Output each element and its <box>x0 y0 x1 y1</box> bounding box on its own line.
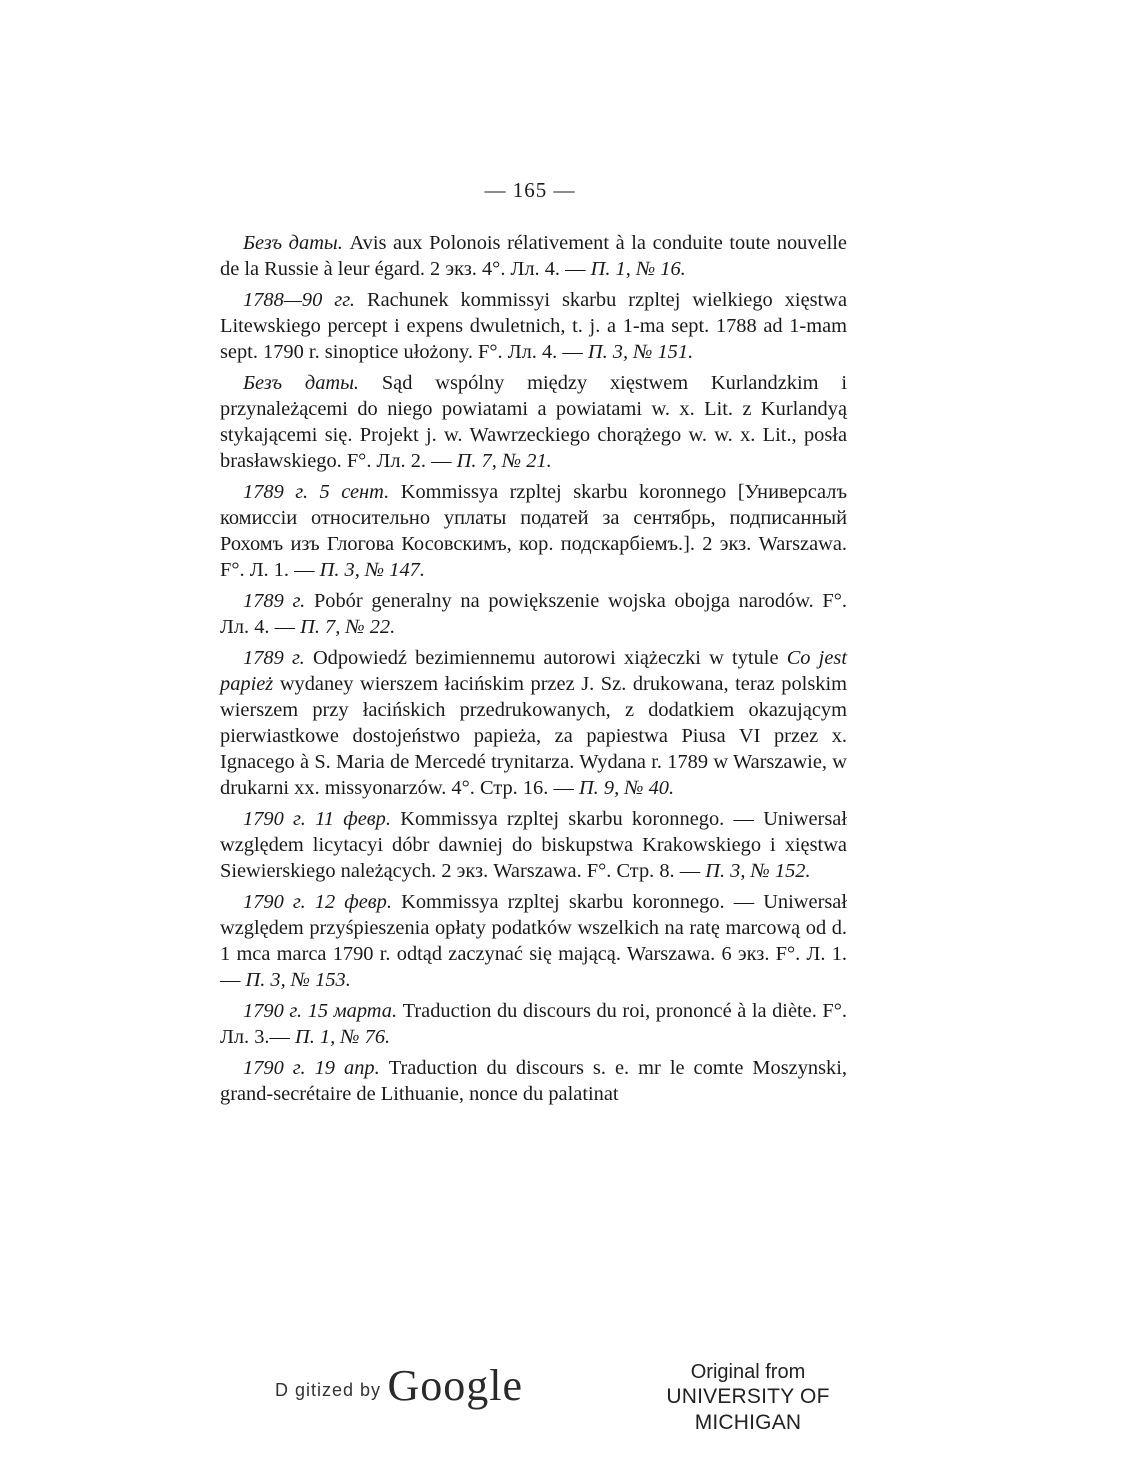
entry-reference: П. 3, № 151. <box>587 341 694 363</box>
entry-text: Pobór generalny na powiększenie wojska obojga narodów. F°. Лл. 4. — <box>220 590 847 638</box>
entry-reference: П. 3, № 153. <box>245 969 351 991</box>
entry-text: Kommissya rzpltej skarbu koronnego. — Uniwersał względem licytacyi dóbr dawniej do biskupstwa Krakowskiego i xięstwa Siewierskiego należących. 2 экз. Warszawa. F°. Стр. 8. — <box>220 808 847 882</box>
entry-date: 1790 г. 11 февр. <box>243 808 391 830</box>
page-number: — 165 — <box>484 178 576 202</box>
entry-date: 1789 г. <box>243 647 305 669</box>
digitized-by-google-watermark <box>275 1360 575 1410</box>
entry <box>220 370 847 474</box>
google-logo: Google <box>387 1361 524 1410</box>
entry <box>220 479 847 583</box>
text-column <box>220 230 847 1112</box>
entry-reference: П. 1, № 16. <box>590 258 686 280</box>
entry-date: Безъ даты. <box>243 372 360 394</box>
entry <box>220 230 847 282</box>
entry-text: Rachunek kommissyi skarbu rzpltej wielkiego xięstwa Litewskiego percept i expens dwuletnich, t. j. a 1-ma sept. 1788 ad 1-mam sept. 1790 r. sinoptice ułożony. F°. Лл. 4. — <box>220 289 847 363</box>
entry-reference: П. 1, № 76. <box>295 1026 391 1048</box>
entry-date: 1789 г. 5 сент. <box>243 481 390 503</box>
entry-reference: П. 9, № 40. <box>578 777 675 799</box>
entry-reference: П. 3, № 147. <box>319 559 425 581</box>
original-source-note <box>628 1360 868 1436</box>
entry-date: 1790 г. 19 апр. <box>243 1057 380 1079</box>
entry <box>220 806 847 884</box>
entry <box>220 645 847 801</box>
digitized-prefix: D gitized by <box>275 1380 382 1400</box>
entry <box>220 588 847 640</box>
university-name: UNIVERSITY OF MICHIGAN <box>666 1385 830 1434</box>
entry <box>220 1055 847 1107</box>
entry-reference: П. 7, № 21. <box>456 450 552 472</box>
entry-reference: П. 3, № 152. <box>705 860 811 882</box>
original-from-label: Original from <box>690 1361 806 1383</box>
entry-text: Sąd wspólny między xięstwem Kurlandzkim i przynależącemi do niego powiatami a powiatami w. x. Lit. z Kurlandyą stykającemi się. Projekt j. w. Wawrzeckiego chorążego w. w. x. Lit., posła brasławskiego. F°. Лл. 2. — <box>220 372 847 472</box>
entry-text: Traduction du discours du roi, prononcé à la diète. F°. Лл. 3.— <box>220 1000 847 1048</box>
entry <box>220 287 847 365</box>
entry-text: Odpowiedź bezimiennemu autorowi xiążeczki w tytule <box>312 647 779 669</box>
entry-text: Kommissya rzpltej skarbu koronnego [Универсалъ комиссіи относительно уплаты податей за сентябрь, подписанный Рохомъ изъ Глогова Косовскимъ, кор. подскарбіемъ.]. 2 экз. Warszawa. F°. Л. 1. — <box>220 481 847 581</box>
entry-date: 1790 г. 15 марта. <box>243 1000 398 1022</box>
entry-text: Kommissya rzpltej skarbu koronnego. — Uniwersał względem przyśpieszenia opłaty podatków wszelkich na ratę marcową od d. 1 mca marca 1790 r. odtąd zaczynać się mającą. Warszawa. 6 экз. F°. Л. 1.— <box>220 891 848 991</box>
entry-text-continued: wydaney wierszem łacińskim przez J. Sz. drukowana, teraz polskim wierszem przy łacińskich przedrukowanych, z dodatkiem okazującym pierwiastkowe dostojeństwo papieża, za papiestwa Piusa VI przez x. Ignacego à S. Maria de Mercedé trynitarza. Wydana r. 1789 w Warszawie, w drukarni xx. missyonarzów. 4°. Стр. 16. — <box>220 673 847 799</box>
entry-text: Traduction du discours s. e. mr le comte Moszynski, grand-secrétaire de Lithuanie, nonce du palatinat <box>220 1057 847 1105</box>
entry-reference: П. 7, № 22. <box>300 616 396 638</box>
entry <box>220 889 847 993</box>
entry-text: Avis aux Polonois rélativement à la conduite toute nouvelle de la Russie à leur égard. 2 экз. 4°. Лл. 4. — <box>220 232 847 280</box>
entry-date: 1788—90 гг. <box>243 289 356 311</box>
entry-date: 1790 г. 12 февр. <box>243 891 392 913</box>
entry-date: Безъ даты. <box>243 232 343 254</box>
entry-title-italic: Co jest papież <box>220 647 847 695</box>
entry <box>220 998 847 1050</box>
entry-date: 1789 г. <box>243 590 306 612</box>
